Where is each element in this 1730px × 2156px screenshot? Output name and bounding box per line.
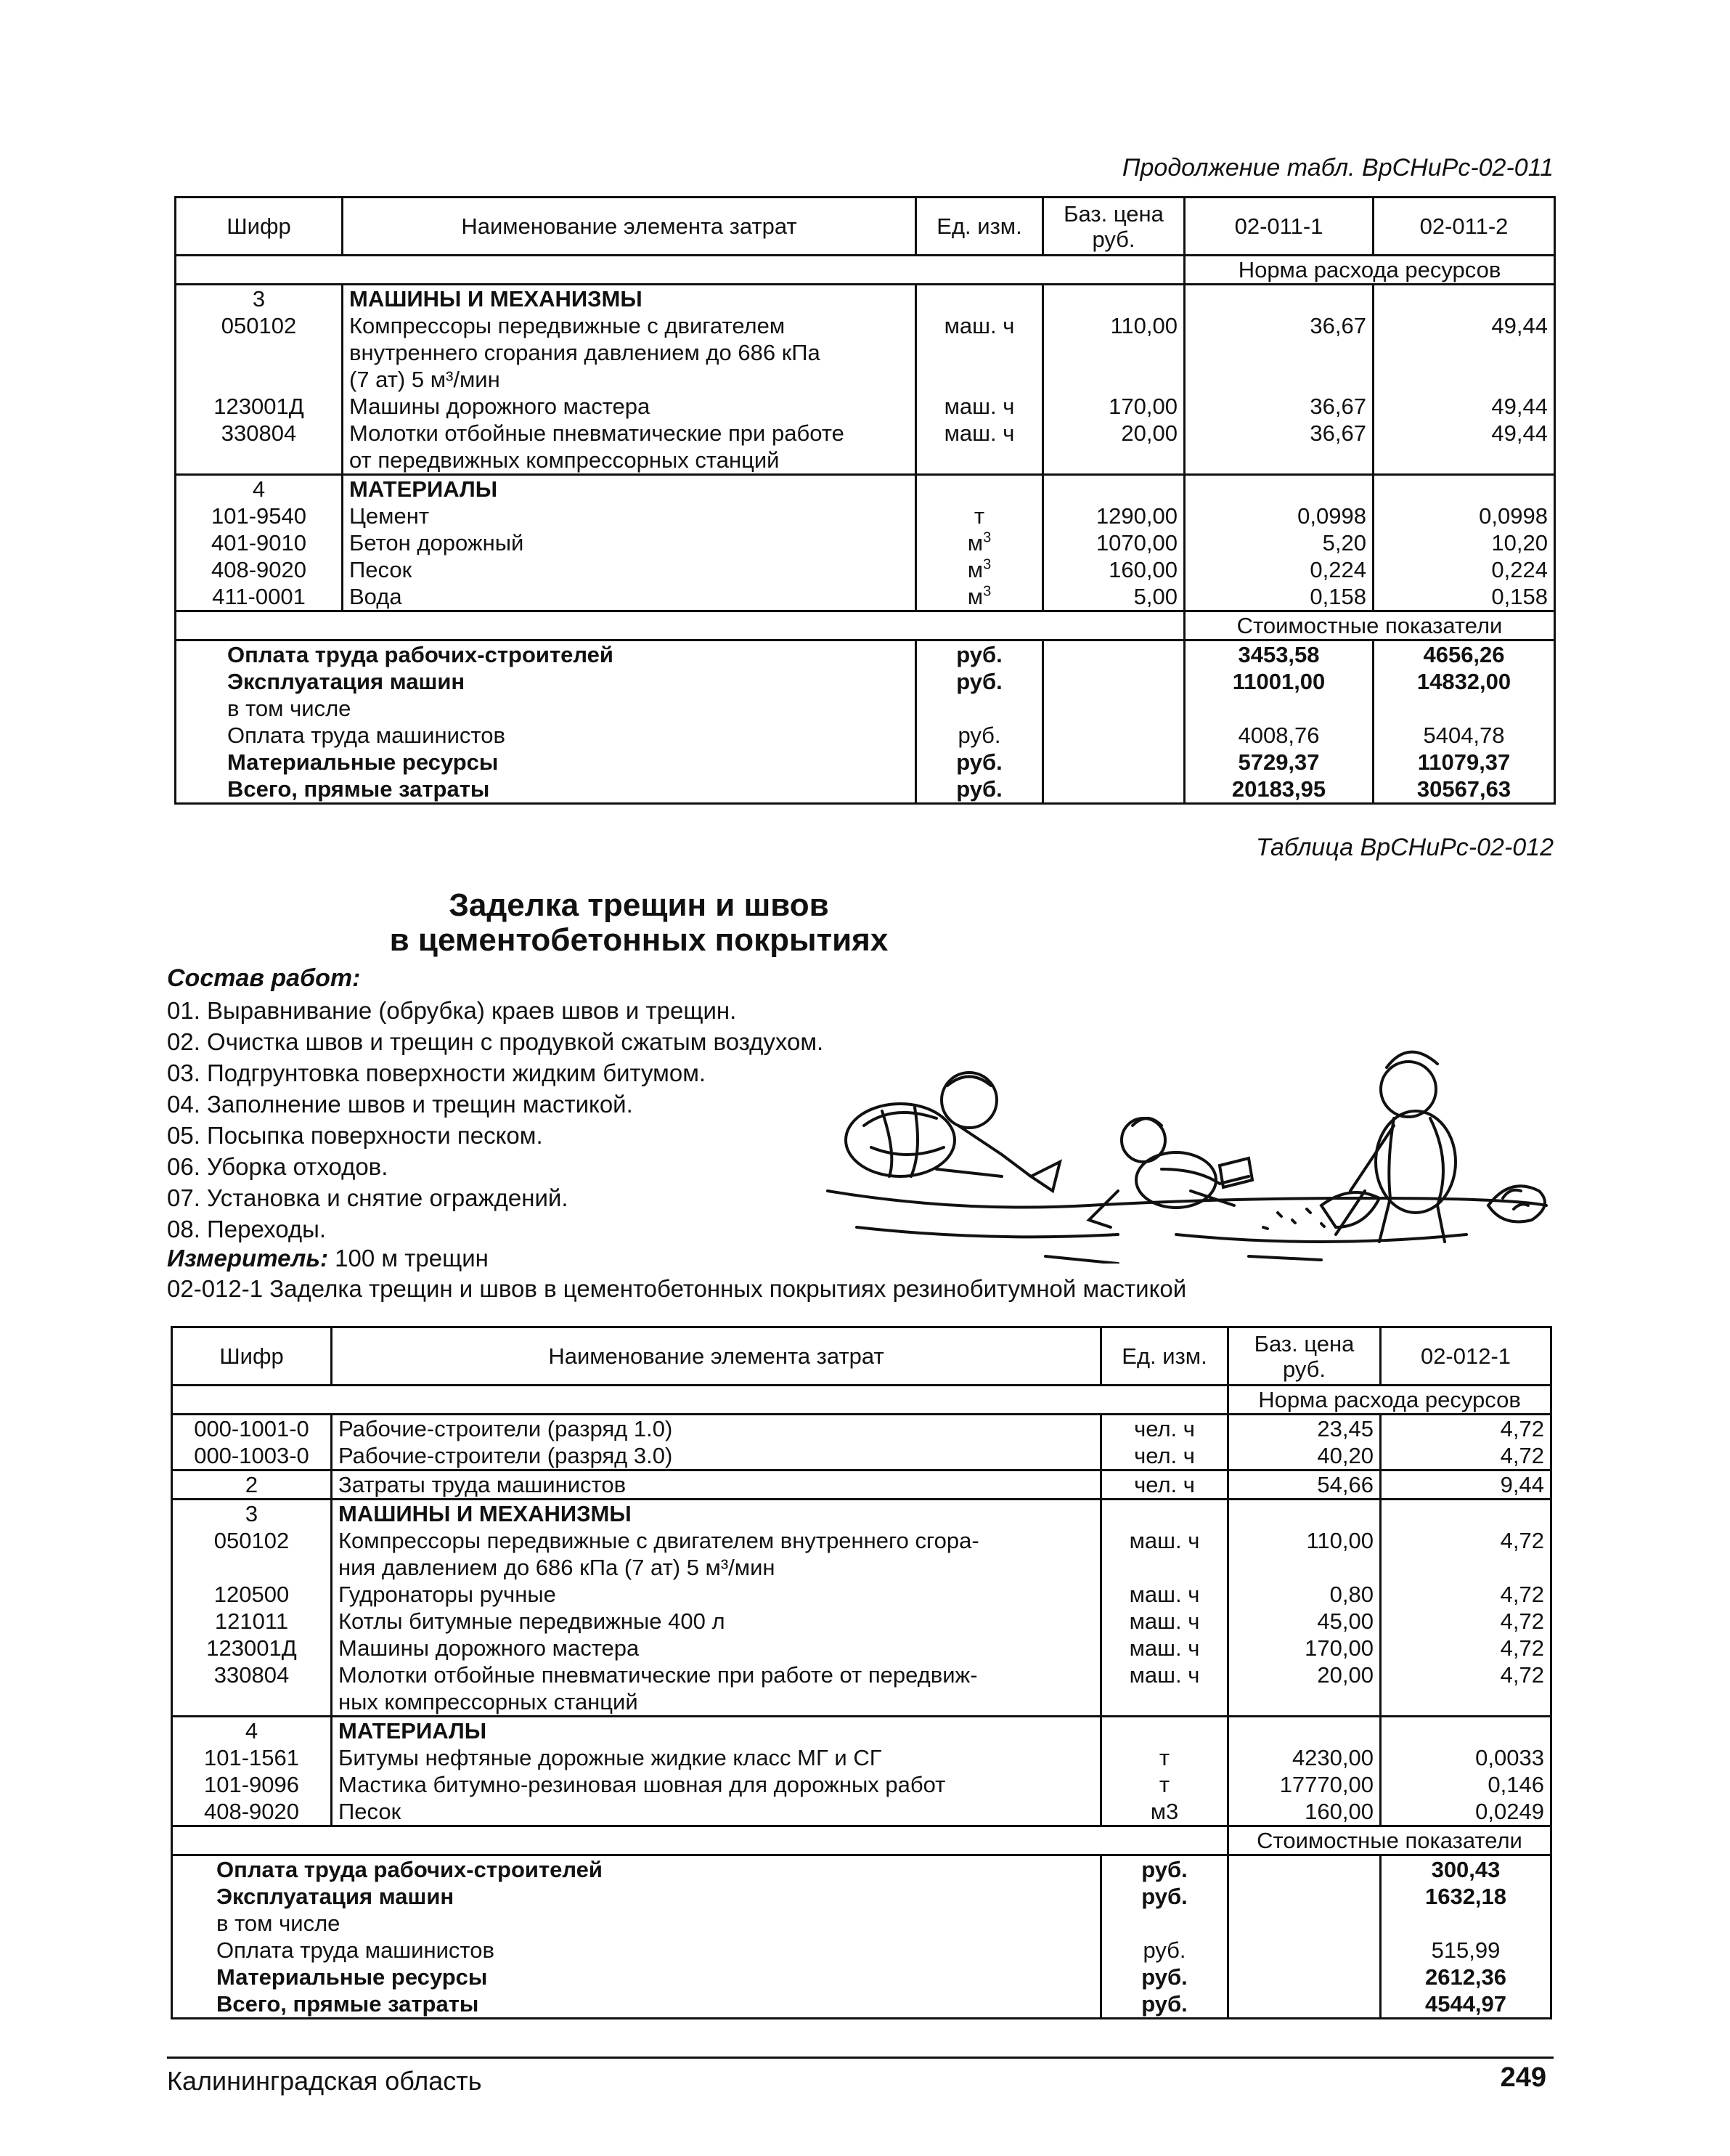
value-02-012-1: 4,72 <box>1500 1608 1544 1634</box>
unit: т <box>916 503 1043 529</box>
empty-cell <box>1043 722 1185 749</box>
work-item: 04. Заполнение швов и трещин мастикой. <box>167 1091 633 1118</box>
section-row <box>172 1500 1551 1528</box>
name-line: ных компрессорных станций <box>338 1689 638 1714</box>
value-02-012-1: 4,72 <box>1500 1443 1544 1468</box>
resource-name: Песок <box>343 556 916 583</box>
table-row <box>172 1771 1551 1798</box>
table-row <box>176 312 1555 393</box>
cost-value-02-011-2: 14832,00 <box>1416 669 1511 694</box>
value-02-012-1: 4,72 <box>1500 1582 1544 1607</box>
resource-name <box>343 312 916 393</box>
unit: маш. ч <box>1101 1581 1228 1608</box>
code: 411-0001 <box>176 583 343 611</box>
resource-name <box>332 1581 1101 1608</box>
v2 <box>1374 475 1555 503</box>
price: 160,00 <box>1043 556 1185 583</box>
cost-unit: руб. <box>916 722 1043 749</box>
name-line: (7 ат) 5 м³/мин <box>349 367 500 392</box>
norm-label: Норма расхода ресурсов <box>1185 256 1555 285</box>
cost-unit: руб. <box>916 640 1043 669</box>
price: 110,00 <box>1043 312 1185 393</box>
cost-row <box>176 640 1555 669</box>
work-composition-heading: Состав работ: <box>167 964 361 992</box>
resource-name: Рабочие-строители (разряд 3.0) <box>332 1442 1101 1470</box>
table-header-row <box>176 198 1555 256</box>
empty-cell <box>1228 1964 1381 1990</box>
cost-name: Оплата труда машинистов <box>172 1937 1101 1964</box>
cost-name: Оплата труда рабочих-строителей <box>172 1855 1101 1884</box>
table-continuation-caption: Продолжение табл. ВрСНиРс-02-011 <box>1122 154 1554 182</box>
cost-label-row <box>176 611 1555 640</box>
cost-label: Стоимостные показатели <box>1228 1826 1551 1855</box>
value-02-011-1: 5,20 <box>1185 529 1374 556</box>
price: 160,00 <box>1228 1798 1381 1826</box>
code: 000-1003-0 <box>172 1442 332 1470</box>
value-02-011-2: 10,20 <box>1491 530 1548 556</box>
name-line: Котлы битумные передвижные 400 л <box>338 1608 725 1634</box>
norm-label: Норма расхода ресурсов <box>1228 1386 1551 1415</box>
cost-value-02-011-1: 4008,76 <box>1185 722 1374 749</box>
value-02-011-1: 36,67 <box>1185 393 1374 420</box>
price: 23,45 <box>1228 1415 1381 1443</box>
resource-name: Цемент <box>343 503 916 529</box>
unit: т <box>1101 1744 1228 1771</box>
empty-cell <box>176 611 1185 640</box>
unit: $м^3$ <box>916 556 1043 583</box>
name-line: от передвижных компрессорных станций <box>349 447 780 473</box>
name-line: Молотки отбойные пневматические при работе от передвиж- <box>338 1662 978 1688</box>
cost-value-02-011-2: 30567,63 <box>1416 776 1511 802</box>
cost-label-row <box>172 1826 1551 1855</box>
price: 20,00 <box>1043 420 1185 475</box>
cost-value-02-011-1: 11001,00 <box>1185 668 1374 695</box>
cost-value-02-012-1: 1632,18 <box>1424 1884 1507 1909</box>
section-row <box>172 1470 1551 1500</box>
resource-name <box>343 393 916 420</box>
code: 050102 <box>176 312 343 393</box>
subtable-title: 02-012-1 Заделка трещин и швов в цементобетонных покрытиях резинобитумной мастикой <box>167 1275 1187 1302</box>
table-header-row <box>172 1327 1551 1386</box>
cost-unit <box>916 695 1043 722</box>
resource-name: Вода <box>343 583 916 611</box>
table-row <box>176 529 1555 556</box>
cost-name: Всего, прямые затраты <box>172 1990 1101 2019</box>
work-list <box>167 995 823 1245</box>
cost-unit: руб. <box>1101 1964 1228 1990</box>
section-name: МАТЕРИАЛЫ <box>343 475 916 503</box>
value-02-012-1: 4,72 <box>1500 1528 1544 1553</box>
price: 170,00 <box>1228 1635 1381 1661</box>
code: 120500 <box>172 1581 332 1608</box>
section-row <box>176 475 1555 503</box>
empty-cell <box>172 1386 1228 1415</box>
resource-name: Бетон дорожный <box>343 529 916 556</box>
cost-value-02-011-1 <box>1185 695 1374 722</box>
table-02-011 <box>174 196 1556 805</box>
cost-value-02-011-2 <box>1374 695 1555 722</box>
cost-row <box>172 1883 1551 1910</box>
table-row <box>172 1581 1551 1608</box>
unit: чел. ч <box>1101 1415 1228 1443</box>
cost-name: Оплата труда машинистов <box>176 722 916 749</box>
road-workers-illustration <box>813 1024 1561 1264</box>
col-header-name: Наименование элемента затрат <box>343 198 916 256</box>
table-row <box>176 503 1555 529</box>
cost-value-02-011-2: 5404,78 <box>1423 723 1505 748</box>
section-code: 2 <box>172 1470 332 1500</box>
empty-cell <box>1228 1910 1381 1937</box>
code: 101-1561 <box>172 1744 332 1771</box>
code: 000-1001-0 <box>172 1415 332 1443</box>
col-header-v1: 02-012-1 <box>1381 1327 1551 1386</box>
price: 170,00 <box>1043 393 1185 420</box>
cost-unit: руб. <box>1101 1883 1228 1910</box>
table-row <box>172 1527 1551 1581</box>
table-02-012 <box>171 1326 1552 2019</box>
code: 330804 <box>176 420 343 475</box>
value-02-012-1: 9,44 <box>1381 1470 1551 1500</box>
empty-cell <box>1043 695 1185 722</box>
cost-value-02-011-1: 3453,58 <box>1185 640 1374 669</box>
code: 121011 <box>172 1608 332 1635</box>
section-code: 4 <box>176 475 343 503</box>
price: 0,80 <box>1228 1581 1381 1608</box>
table-caption: Таблица ВрСНиРс-02-012 <box>1255 834 1554 861</box>
unit: маш. ч <box>916 393 1043 420</box>
cost-unit <box>1101 1910 1228 1937</box>
empty-cell <box>1228 1937 1381 1964</box>
col-header-name: Наименование элемента затрат <box>332 1327 1101 1386</box>
empty-cell <box>176 256 1185 285</box>
unit: маш. ч <box>1101 1635 1228 1661</box>
meter-value: 100 м трещин <box>335 1245 489 1272</box>
price: 54,66 <box>1228 1470 1381 1500</box>
cost-name: в том числе <box>172 1910 1101 1937</box>
table-row <box>172 1798 1551 1826</box>
v1 <box>1381 1500 1551 1528</box>
section-name: МАШИНЫ И МЕХАНИЗМЫ <box>332 1500 1101 1528</box>
empty-cell <box>1228 1990 1381 2019</box>
empty-cell <box>1228 1883 1381 1910</box>
cost-value-02-011-1: 20183,95 <box>1185 776 1374 804</box>
v2 <box>1374 285 1555 313</box>
value-02-011-2: 0,158 <box>1491 584 1548 609</box>
cost-unit: руб. <box>916 749 1043 776</box>
unit: чел. ч <box>1101 1442 1228 1470</box>
cost-unit: руб. <box>916 776 1043 804</box>
section-code: 3 <box>176 285 343 313</box>
col-header-unit: Ед. изм. <box>916 198 1043 256</box>
table-row <box>172 1442 1551 1470</box>
price <box>1043 285 1185 313</box>
cost-name: Эксплуатация машин <box>172 1883 1101 1910</box>
cost-row <box>176 722 1555 749</box>
table-row <box>172 1415 1551 1443</box>
cost-name: Материальные ресурсы <box>172 1964 1101 1990</box>
section-name: Затраты труда машинистов <box>332 1470 1101 1500</box>
value-02-011-1: 0,224 <box>1185 556 1374 583</box>
unit: маш. ч <box>916 312 1043 393</box>
cost-name: Всего, прямые затраты <box>176 776 916 804</box>
section-title-line1: Заделка трещин и швов <box>449 887 829 923</box>
resource-name: Мастика битумно-резиновая шовная для дорожных работ <box>332 1771 1101 1798</box>
cost-row <box>176 668 1555 695</box>
name-line: Компрессоры передвижные с двигателем внутреннего сгора- <box>338 1528 979 1553</box>
cost-row <box>172 1855 1551 1884</box>
value-02-011-2: 0,224 <box>1491 557 1548 582</box>
table-row <box>176 393 1555 420</box>
work-item: 08. Переходы. <box>167 1216 326 1242</box>
value-02-011-1: 0,0998 <box>1185 503 1374 529</box>
section-row <box>172 1717 1551 1745</box>
name-line: ния давлением до 686 кПа (7 ат) 5 м³/мин <box>338 1555 775 1580</box>
cost-name: Эксплуатация машин <box>176 668 916 695</box>
price: 110,00 <box>1228 1527 1381 1581</box>
cost-label: Стоимостные показатели <box>1185 611 1555 640</box>
name-line: внутреннего сгорания давлением до 686 кПа <box>349 340 820 365</box>
price: 4230,00 <box>1228 1744 1381 1771</box>
value-02-012-1: 0,146 <box>1488 1772 1544 1797</box>
meter-label: Измеритель: <box>167 1245 328 1272</box>
work-item: 05. Посыпка поверхности песком. <box>167 1122 543 1149</box>
section-name: МАШИНЫ И МЕХАНИЗМЫ <box>343 285 916 313</box>
work-item: 03. Подгрунтовка поверхности жидким битумом. <box>167 1059 706 1086</box>
v1 <box>1381 1717 1551 1745</box>
value-02-012-1: 4,72 <box>1500 1635 1544 1661</box>
page-number: 249 <box>1500 2062 1546 2093</box>
value-02-011-2: 49,44 <box>1491 420 1548 446</box>
col-header-price: Баз. цена руб. <box>1228 1327 1381 1386</box>
cost-value-02-011-1: 5729,37 <box>1185 749 1374 776</box>
table-row <box>176 583 1555 611</box>
cost-row <box>176 695 1555 722</box>
code: 408-9020 <box>172 1798 332 1826</box>
cost-value-02-012-1: 4544,97 <box>1424 1991 1507 2017</box>
unit: $м^3$ <box>916 583 1043 611</box>
footer-rule <box>167 2057 1554 2059</box>
price: 1290,00 <box>1043 503 1185 529</box>
cost-row <box>172 1964 1551 1990</box>
empty-cell <box>1043 776 1185 804</box>
price <box>1228 1717 1381 1745</box>
cost-name: в том числе <box>176 695 916 722</box>
code: 101-9540 <box>176 503 343 529</box>
cost-value-02-012-1: 300,43 <box>1431 1857 1501 1882</box>
cost-row <box>176 749 1555 776</box>
price: 1070,00 <box>1043 529 1185 556</box>
name-line: Машины дорожного мастера <box>338 1635 640 1661</box>
resource-name <box>332 1608 1101 1635</box>
resource-name: Рабочие-строители (разряд 1.0) <box>332 1415 1101 1443</box>
resource-name <box>332 1527 1101 1581</box>
col-header-code: Шифр <box>176 198 343 256</box>
resource-name: Песок <box>332 1798 1101 1826</box>
unit: маш. ч <box>1101 1608 1228 1635</box>
section-code: 4 <box>172 1717 332 1745</box>
norm-label-row <box>172 1386 1551 1415</box>
cost-unit: руб. <box>1101 1937 1228 1964</box>
section-code: 3 <box>172 1500 332 1528</box>
value-02-011-1: 36,67 <box>1185 312 1374 393</box>
unit <box>916 475 1043 503</box>
price: 45,00 <box>1228 1608 1381 1635</box>
code: 123001Д <box>176 393 343 420</box>
unit: маш. ч <box>1101 1661 1228 1717</box>
code: 401-9010 <box>176 529 343 556</box>
unit: чел. ч <box>1101 1470 1228 1500</box>
value-02-012-1: 4,72 <box>1500 1662 1544 1688</box>
table-row <box>172 1608 1551 1635</box>
price: 40,20 <box>1228 1442 1381 1470</box>
col-header-code: Шифр <box>172 1327 332 1386</box>
col-header-price: Баз. цена руб. <box>1043 198 1185 256</box>
empty-cell <box>1043 640 1185 669</box>
cost-unit: руб. <box>916 668 1043 695</box>
cost-row <box>172 1937 1551 1964</box>
section-name: МАТЕРИАЛЫ <box>332 1717 1101 1745</box>
work-item: 02. Очистка швов и трещин с продувкой сжатым воздухом. <box>167 1028 824 1055</box>
name-line: Машины дорожного мастера <box>349 394 650 419</box>
resource-name <box>343 420 916 475</box>
cost-value-02-011-2: 4656,26 <box>1423 642 1505 667</box>
value-02-011-2: 49,44 <box>1491 394 1548 419</box>
footer-region: Калининградская область <box>167 2066 482 2096</box>
unit: маш. ч <box>1101 1527 1228 1581</box>
resource-name: Битумы нефтяные дорожные жидкие класс МГ и СГ <box>332 1744 1101 1771</box>
cost-unit: руб. <box>1101 1855 1228 1884</box>
table-row <box>176 556 1555 583</box>
v1 <box>1185 285 1374 313</box>
table-row <box>172 1744 1551 1771</box>
cost-row <box>172 1910 1551 1937</box>
table-row <box>176 420 1555 475</box>
col-header-v1: 02-011-1 <box>1185 198 1374 256</box>
unit <box>916 285 1043 313</box>
cost-value-02-012-1 <box>1381 1910 1551 1937</box>
empty-cell <box>1228 1855 1381 1884</box>
norm-label-row <box>176 256 1555 285</box>
cost-value-02-011-2: 11079,37 <box>1417 749 1511 775</box>
v1 <box>1185 475 1374 503</box>
price <box>1228 1500 1381 1528</box>
value-02-012-1: 0,0033 <box>1475 1745 1544 1770</box>
empty-cell <box>172 1826 1228 1855</box>
unit: м3 <box>1101 1798 1228 1826</box>
resource-name <box>332 1661 1101 1717</box>
unit: $м^3$ <box>916 529 1043 556</box>
price: 5,00 <box>1043 583 1185 611</box>
cost-unit: руб. <box>1101 1990 1228 2019</box>
name-line: Молотки отбойные пневматические при работе <box>349 420 844 446</box>
price: 20,00 <box>1228 1661 1381 1717</box>
value-02-012-1: 4,72 <box>1500 1416 1544 1441</box>
code: 123001Д <box>172 1635 332 1661</box>
cost-value-02-012-1: 2612,36 <box>1424 1964 1507 1990</box>
work-item: 07. Установка и снятие ограждений. <box>167 1184 568 1211</box>
value-02-011-2: 0,0998 <box>1479 503 1548 529</box>
code: 101-9096 <box>172 1771 332 1798</box>
unit <box>1101 1717 1228 1745</box>
table-row <box>172 1661 1551 1717</box>
value-02-011-1: 0,158 <box>1185 583 1374 611</box>
value-02-011-2: 49,44 <box>1491 313 1548 338</box>
empty-cell <box>1043 749 1185 776</box>
section-title-line2: в цементобетонных покрытиях <box>389 922 889 958</box>
unit: маш. ч <box>916 420 1043 475</box>
cost-row <box>176 776 1555 804</box>
unit <box>1101 1500 1228 1528</box>
code: 330804 <box>172 1661 332 1717</box>
value-02-012-1: 0,0249 <box>1475 1799 1544 1824</box>
section-row <box>176 285 1555 313</box>
unit: т <box>1101 1771 1228 1798</box>
cost-name: Оплата труда рабочих-строителей <box>176 640 916 669</box>
price <box>1043 475 1185 503</box>
work-item: 06. Уборка отходов. <box>167 1153 388 1180</box>
code: 408-9020 <box>176 556 343 583</box>
cost-name: Материальные ресурсы <box>176 749 916 776</box>
empty-cell <box>1043 668 1185 695</box>
code: 050102 <box>172 1527 332 1581</box>
col-header-v2: 02-011-2 <box>1374 198 1555 256</box>
cost-value-02-012-1: 515,99 <box>1431 1937 1501 1963</box>
resource-name <box>332 1635 1101 1661</box>
meter-line <box>167 1245 489 1272</box>
value-02-011-1: 36,67 <box>1185 420 1374 475</box>
col-header-unit: Ед. изм. <box>1101 1327 1228 1386</box>
work-item: 01. Выравнивание (обрубка) краев швов и трещин. <box>167 997 737 1024</box>
cost-row <box>172 1990 1551 2019</box>
name-line: Гудронаторы ручные <box>338 1582 556 1607</box>
table-row <box>172 1635 1551 1661</box>
price: 17770,00 <box>1228 1771 1381 1798</box>
name-line: Компрессоры передвижные с двигателем <box>349 313 786 338</box>
